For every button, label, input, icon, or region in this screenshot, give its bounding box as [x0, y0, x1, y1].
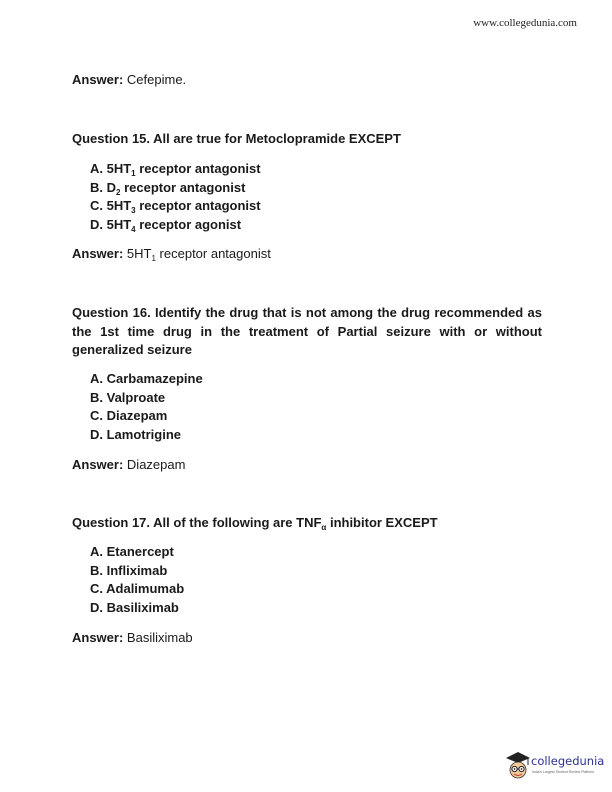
question-17-title: Question 17. All of the following are $TNF_\alpha$ inhibitor EXCEPT	[72, 515, 438, 532]
logo-wordmark: collegedunia	[531, 754, 605, 768]
answer-label: Answer:	[72, 457, 124, 472]
option-a: A. $5HT_1$ receptor antagonist	[90, 161, 261, 178]
question-16-answer	[72, 457, 542, 473]
option-d: D. Basiliximab	[90, 600, 179, 616]
answer-text: $5HT_1$ receptor antagonist	[126, 246, 271, 263]
option-c: C. Diazepam	[90, 408, 168, 424]
answer-label: Answer:	[72, 72, 124, 87]
option-d: D. $5HT_4$ receptor agonist	[90, 217, 242, 235]
answer-text: Diazepam	[126, 457, 186, 472]
logo-tagline: India's Largest Student Review Platform	[532, 770, 595, 774]
option-c: C. $5HT_3$ receptor antagonist	[90, 198, 261, 216]
question-17-answer	[72, 630, 542, 646]
answer-text: Cefepime.	[126, 72, 187, 87]
question-17-options	[90, 543, 184, 618]
graduate-mascot-icon	[504, 750, 532, 782]
answer-label: Answer:	[72, 630, 124, 645]
option-b: B. Infliximab	[90, 562, 168, 578]
option-d: D. Lamotrigine	[90, 427, 182, 443]
question-16-title: Question 16. Identify the drug that is not among the drug recommended as the 1st time drug in the treatment of Partial seizure with or without generalized seizure	[72, 305, 542, 357]
answer-label: Answer:	[72, 246, 124, 261]
answer-prev	[72, 72, 542, 88]
answer-text: Basiliximab	[126, 630, 193, 645]
option-a: A. Etanercept	[90, 544, 174, 559]
question-15-title: Question 15. All are true for Metoclopramide EXCEPT	[72, 131, 401, 146]
option-c: C. Adalimumab	[90, 581, 185, 597]
option-b: B. $D_2$ receptor antagonist	[90, 179, 246, 197]
header-url: www.collegedunia.com	[473, 17, 577, 29]
option-a: A. Carbamazepine	[90, 371, 203, 386]
option-b: B. Valproate	[90, 389, 166, 405]
question-15-options	[90, 160, 261, 235]
question-16-options	[90, 370, 203, 445]
collegedunia-logo	[504, 750, 604, 782]
question-15-answer	[72, 246, 542, 262]
